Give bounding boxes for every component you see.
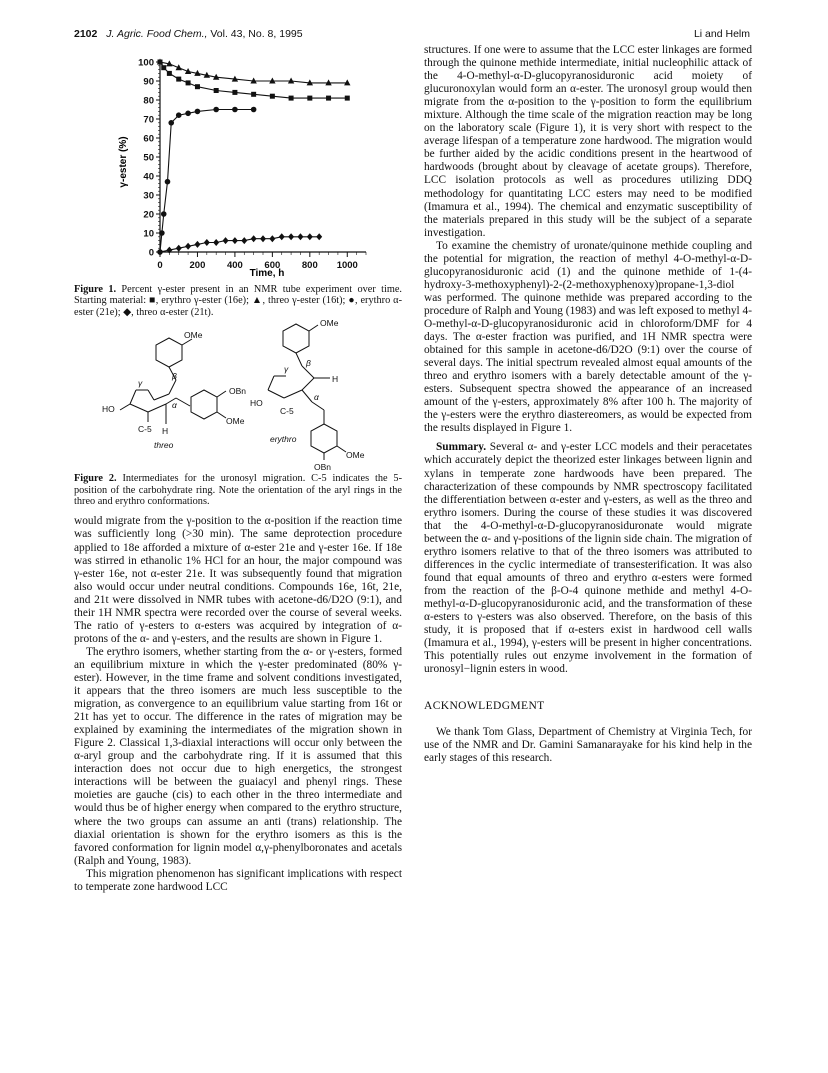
figure-2-structures [74, 318, 402, 473]
point-circle [232, 107, 238, 113]
x-tick-label: 0 [157, 260, 163, 271]
header-left [74, 28, 303, 40]
figure-2-caption [74, 473, 402, 507]
x-axis-label: Time, h [249, 268, 285, 279]
point-square [289, 96, 294, 101]
label-alpha-erythro: α [314, 392, 319, 403]
series-circle [157, 107, 256, 255]
y-tick-label: 40 [143, 171, 154, 183]
y-tick-label: 0 [148, 247, 154, 259]
label-beta-erythro: β [306, 358, 311, 369]
point-diamond [307, 233, 313, 240]
point-diamond [288, 233, 294, 240]
point-diamond [297, 233, 303, 240]
point-circle [176, 112, 182, 118]
point-square [176, 77, 181, 82]
point-circle [195, 109, 201, 115]
point-diamond [176, 245, 182, 252]
y-tick-label: 20 [143, 209, 154, 221]
series-line [160, 110, 254, 253]
y-tick-label: 50 [143, 152, 154, 164]
page-header [74, 28, 750, 44]
point-square [232, 90, 237, 95]
label-h-erythro: H [332, 374, 339, 385]
label-ho-threo: HO [102, 404, 115, 415]
point-square [345, 96, 350, 101]
point-circle [159, 230, 165, 236]
left-paragraph-1: would migrate from the γ-position to the α-position if the reaction time was sufficiently long (>30 min). The same deprotection procedure applied to 18e afforded a mixture of α-ester 21e and γ-ester 16e. If 18e was stirred in ethanolic 1% HCl for an hour, the major compound was γ-ester 16e, not α-ester 21e. It was subsequently found that migration also would occur under neutral conditions. Compounds 16e, 16t, 21e, and 21t were dissolved in NMR tubes with acetone-d6/D2O (9:1), and their 1H NMR spectra were recorded over the course of several weeks. The ratio of γ-esters to α-esters was acquired by integration of α-protons of the α- and γ-esters, and the results are shown in Figure 1. [74, 515, 402, 645]
point-circle [161, 211, 167, 217]
label-ome-erythro: OMe [320, 318, 339, 329]
label-ho-erythro: HO [250, 398, 263, 409]
erythro-aryl-ring [311, 424, 337, 453]
journal-name: J. Agric. Food Chem., [106, 28, 208, 40]
left-column [74, 44, 402, 894]
point-diamond [269, 235, 275, 242]
label-beta-threo: β [172, 371, 177, 382]
point-square [214, 88, 219, 93]
point-circle [213, 107, 219, 113]
point-diamond [241, 237, 247, 244]
label-ome-threo: OMe [184, 330, 203, 341]
point-circle [165, 179, 171, 185]
figure-1-caption-label: Figure 1. [74, 284, 117, 295]
right-paragraph-2: To examine the chemistry of uronate/quinone methide coupling and the potential for migration, the reaction of methyl 4-O-methyl-α-D-glucopyranosiduronic acid (1) and the quinone methide of 1-(4-hydroxy-3-methoxyphenyl)-2-(2-methoxyphenoxy)propane-1,3-diol was performed. The quinone methide was prepared according to the procedure of Ralph and Young (1983) and was left exposed to methyl 4-O-methyl-α-D-glucopyranosiduronic acid in chloroform/DMF for 4 days. The α-ester fraction was purified, and 1H NMR spectra were obtained for this sample in acetone-d6/D2O (9:1) over the course of several days. The initial spectrum revealed almost equal amounts of the threo and erythro isomers with a barely detectable amount of the γ-esters. Subsequent spectra showed the appearance of an increased amount of the γ-esters, approximately 8% after 100 h. The majority of the γ-esters were the erythro diastereomers, as would be expected from the results displayed in Figure 1. [424, 239, 752, 435]
page-number: 2102 [74, 28, 98, 40]
acknowledgment-heading: ACKNOWLEDGMENT [424, 700, 545, 713]
point-diamond [251, 235, 257, 242]
summary-text: Several α- and γ-ester LCC models and their peracetates which accurately depict the theorized ester linkages between lignin and xylans in temperate zone hardwoods have been prepared. The characterization of these compounds by NMR spectroscopy facilitated the differentiation between α-ester and γ-esters, as well as the threo and erythro isomers. During the course of these studies it was discovered that the 4-O-methyl-α-D-glucopyranosiduronate would migrate between the α- and γ-positions of the lignin side chain. The migration of erythro isomers relative to that of the threo isomers was attributed to differences in the cyclic intermediate of transesterification. It was also found that equal amounts of threo and erythro α-esters were formed from the reaction of the β-O-4 quinone methide and methyl 4-O-methyl-α-D-glucopyranosiduronic acid, and the transformation of these α-esters to γ-esters was also observed. Therefore, on the basis of this study, it is proposed that if α-esters exist in hardwood cell walls (Imamura et al., 1994), γ-esters will be present in higher concentrations. This potentially rules out enzyme involvement in the formation of uronosyl−lignin esters in wood. [424, 441, 752, 676]
label-ome2-erythro: OMe [346, 450, 365, 461]
threo-guaiacyl-ring [156, 338, 182, 367]
figure-1-caption [74, 284, 402, 318]
point-square [161, 65, 166, 70]
point-diamond [194, 241, 200, 248]
point-diamond [157, 249, 163, 256]
point-diamond [260, 235, 266, 242]
threo-structure [102, 330, 246, 450]
y-tick-label: 10 [143, 228, 154, 240]
point-diamond [316, 233, 322, 240]
point-square [307, 96, 312, 101]
volume-info: Vol. 43, No. 8, 1995 [210, 28, 303, 40]
series-line [160, 237, 319, 252]
threo-aryl-ring [191, 390, 217, 419]
figure-1-caption-text: Percent γ-ester present in an NMR tube experiment over time. Starting material: ■, erythro γ-ester (16e); ▲, threo γ-ester (16t); ●, erythro α-ester (21e); ◆, threo α-ester (21t). [74, 284, 402, 318]
summary-paragraph [424, 441, 752, 676]
point-diamond [213, 239, 219, 246]
figure-2-caption-label: Figure 2. [74, 473, 117, 485]
x-tick-label: 400 [226, 260, 243, 271]
y-tick-label: 100 [138, 57, 154, 69]
point-square [270, 94, 275, 99]
label-threo: threo [154, 440, 174, 451]
header-authors: Li and Helm [693, 28, 750, 40]
x-tick-label: 200 [189, 260, 206, 271]
figure-2-caption-text: Intermediates for the uronosyl migration. C-5 indicates the 5-position of the carbohydrate ring. Note the orientation of the aryl rings in the threo and erythro conformations. [74, 473, 402, 508]
figure-1-chart [74, 44, 402, 284]
label-ome2-threo: OMe [226, 416, 245, 427]
point-circle [185, 111, 191, 117]
figure-1 [74, 44, 402, 284]
left-paragraph-2: The erythro isomers, whether starting from the α- or γ-esters, formed an equilibrium mixture in which the γ-ester predominated (80% γ-ester). However, in the time frame and solvent conditions investigated, it appears that the threo isomers are much less susceptible to the migration, as convergence to an equilibrium value starting from 16t or 21t has yet to occur. The difference in the rates of migration may be explained by examining the intermediates of the migration shown in Figure 2. Classical 1,3-diaxial interactions will occur only between the α-aryl group and the carbohydrate ring. If it is assumed that this interaction does not occur due to high energetics, the strongest interactions will be between the guaiacyl and phenyl rings. These moieties are gauche (cis) to each other in the threo intermediate and would thus be of higher energy when compared to the erythro structure, where the two groups can assume an anti (trans) relationship. The diaxial orientation is shown for the erythro isomers as this is the favored conformation for lignin model α,γ-phenylboronates and acetals (Ralph and Young, 1983). [74, 645, 402, 867]
right-column [424, 44, 752, 765]
point-diamond [223, 237, 229, 244]
right-paragraph-1: structures. If one were to assume that the LCC ester linkages are formed through the quinone methide intermediate, initial nucleophilic attack of the 4-O-methyl-α-D-glucopyranosiduronic acid moiety of glucuronoxylan would form an α-ester. The uronosyl group would then migrate from the α-position to the γ-position to form the equilibrium mixture. Although the time scale of the migration reaction may be long on the laboratory scale (Figure 1), it is very short with respect to the average lifespan of a temperature zone hardwood. The migration would be further aided by the acidic conditions present in the heartwood of hardwoods (brought about by cleavage of acetate groups). Therefore, LCC isolation protocols as well as procedures utilizing DDQ methodology for quantitating LCC esters may need to be modified (Imamura et al., 1994). The chemical and enzymatic susceptibility of the materials prepared in this study will be the subject of a separate investigation. [424, 44, 752, 239]
chart-series [157, 59, 351, 256]
figure-2 [74, 318, 402, 473]
point-square [195, 84, 200, 89]
label-obn-erythro: OBn [314, 462, 332, 473]
label-gamma-threo: γ [138, 378, 143, 389]
x-tick-label: 600 [264, 260, 281, 271]
left-paragraph-3: This migration phenomenon has significant implications with respect to temperate zone hardwood LCC [74, 867, 402, 893]
label-alpha-threo: α [172, 400, 177, 411]
point-diamond [185, 243, 191, 250]
y-tick-label: 80 [143, 95, 154, 107]
label-c5-threo: C-5 [138, 424, 152, 435]
point-square [251, 92, 256, 97]
y-tick-label: 60 [143, 133, 154, 145]
point-diamond [204, 239, 210, 246]
erythro-guaiacyl-ring [283, 324, 309, 353]
label-erythro: erythro [270, 434, 297, 445]
point-diamond [232, 237, 238, 244]
point-circle [251, 107, 257, 113]
summary-title: Summary. [436, 441, 487, 454]
x-tick-label: 1000 [336, 260, 358, 271]
x-tick-label: 800 [301, 260, 318, 271]
acknowledgment-text: We thank Tom Glass, Department of Chemistry at Virginia Tech, for use of the NMR and Dr. Gamini Samanarayake for his kind help in the early stages of this research. [424, 726, 752, 765]
label-gamma-erythro: γ [284, 364, 289, 375]
y-tick-label: 70 [143, 114, 154, 126]
point-square [326, 96, 331, 101]
y-tick-label: 30 [143, 190, 154, 202]
label-h-threo: H [162, 426, 169, 437]
point-diamond [279, 233, 285, 240]
point-circle [168, 120, 174, 126]
point-square [186, 80, 191, 85]
y-axis-label: γ-ester (%) [118, 136, 129, 188]
point-square [167, 71, 172, 76]
label-obn-threo: OBn [229, 386, 247, 397]
y-tick-label: 90 [143, 76, 154, 88]
erythro-structure [250, 318, 365, 472]
label-c5-erythro: C-5 [280, 406, 294, 417]
